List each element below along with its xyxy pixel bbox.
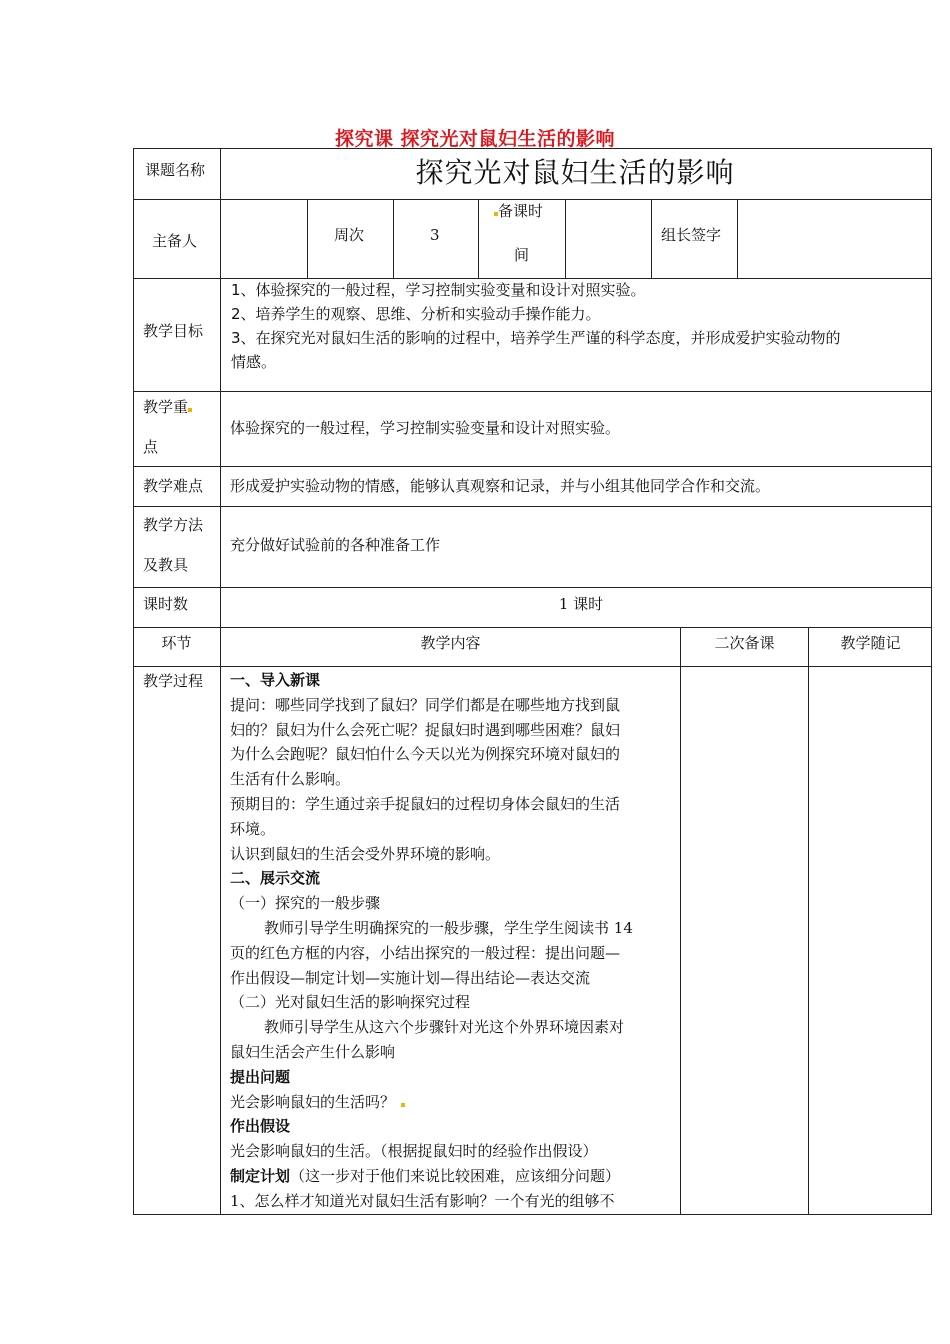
prep-time-label-line2: 间 (514, 246, 530, 264)
subsection-heading: （二）光对鼠妇生活的影响探究过程 (230, 993, 471, 1012)
topic-value: 探究光对鼠妇生活的影响 (415, 156, 735, 189)
paragraph-line: 教师引导学生从这六个步骤针对光这个外界环境因素对 (264, 1018, 625, 1037)
column-divider (220, 148, 221, 1215)
column-divider (680, 627, 681, 1215)
goal-item: 情感。 (231, 353, 277, 371)
paragraph-line: 妇的？鼠妇为什么会死亡呢？捉鼠妇时遇到哪些困难？鼠妇 (230, 720, 621, 739)
column-divider (737, 199, 738, 278)
topic-label: 课题名称 (145, 161, 206, 179)
key-points-label-line1: 教学重 (143, 398, 189, 416)
marker-dot (188, 408, 192, 412)
paragraph-line (230, 1164, 676, 1189)
process-content (230, 668, 676, 1214)
column-divider (478, 199, 479, 278)
subsection-heading: （一）探究的一般步骤 (230, 894, 381, 913)
paragraph-line: 作出假设—制定计划—实施计划—得出结论—表达交流 (230, 968, 591, 987)
row-divider (133, 666, 932, 667)
step-heading: 作出假设 (230, 1117, 291, 1136)
paragraph-line: 教师引导学生明确探究的一般步骤，学生学生阅读书 14 (264, 918, 633, 937)
row-divider (133, 506, 932, 507)
paragraph-line: 1、怎么样才知道光对鼠妇生活有影响？一个有光的组够不 (230, 1191, 615, 1210)
method-label-line1: 教学方法 (143, 516, 204, 534)
hours-label: 课时数 (143, 595, 189, 613)
goals-list (231, 278, 921, 374)
method-value: 充分做好试验前的各种准备工作 (230, 536, 441, 554)
goal-item: 2、培养学生的观察、思维、分析和实验动手操作能力。 (231, 305, 601, 323)
preparer-label: 主备人 (152, 232, 198, 250)
step-heading: 提出问题 (230, 1067, 291, 1086)
process-label: 教学过程 (143, 672, 204, 690)
row-divider (133, 199, 932, 200)
section-heading: 二、展示交流 (230, 869, 321, 888)
key-points-value: 体验探究的一般过程，学习控制实验变量和设计对照实验。 (230, 419, 621, 437)
column-divider (808, 627, 809, 1215)
column-divider (651, 199, 652, 278)
leader-sign-label: 组长签字 (661, 226, 722, 244)
row-divider (133, 466, 932, 467)
goal-item: 1、体验探究的一般过程，学习控制实验变量和设计对照实验。 (231, 281, 646, 299)
step-heading-inline: 制定计划 (230, 1166, 291, 1185)
hours-value: 1 课时 (558, 595, 604, 613)
key-points-label (143, 397, 192, 417)
week-label: 周次 (334, 226, 365, 244)
paragraph-line: 预期目的：学生通过亲手捉鼠妇的过程切身体会鼠妇的生活 (230, 794, 621, 813)
paragraph-line (230, 1090, 676, 1115)
difficulty-label: 教学难点 (143, 477, 204, 495)
header-section: 环节 (161, 634, 192, 652)
row-divider (133, 587, 932, 588)
marker-dot (401, 1103, 405, 1107)
goals-label: 教学目标 (143, 322, 204, 340)
paragraph-line: 环境。 (230, 819, 276, 838)
question-text: 光会影响鼠妇的生活吗？ (230, 1092, 396, 1111)
column-divider (307, 199, 308, 278)
key-points-label-line2: 点 (143, 438, 159, 456)
difficulty-value: 形成爱护实验动物的情感，能够认真观察和记录，并与小组其他同学合作和交流。 (230, 477, 771, 495)
column-divider (565, 199, 566, 278)
header-content: 教学内容 (420, 634, 481, 652)
prep-time-label (494, 201, 543, 221)
paragraph-line: 鼠妇生活会产生什么影响 (230, 1042, 396, 1061)
column-divider (393, 199, 394, 278)
paragraph-line: 生活有什么影响。 (230, 770, 351, 789)
paragraph-line: 光会影响鼠妇的生活。（根据捉鼠妇时的经验作出假设） (230, 1142, 598, 1161)
section-heading: 一、导入新课 (230, 671, 321, 689)
paragraph-line: 为什么会跑呢？鼠妇怕什么今天以光为例探究环境对鼠妇的 (230, 745, 621, 764)
row-divider (133, 391, 932, 392)
header-second-prep: 二次备课 (714, 634, 775, 652)
paragraph-line: 页的红色方框的内容，小结出探究的一般过程：提出问题— (230, 943, 621, 962)
header-notes: 教学随记 (840, 634, 901, 652)
document-title: 探究课 探究光对鼠妇生活的影响 (334, 128, 616, 150)
method-label-line2: 及教具 (143, 556, 189, 574)
goal-item: 3、在探究光对鼠妇生活的影响的过程中，培养学生严谨的科学态度，并形成爱护实验动物的 (231, 329, 841, 347)
row-divider (133, 627, 932, 628)
prep-time-label-line1: 备课时 (498, 202, 544, 220)
step-note: （这一步对于他们来说比较困难，应该细分问题） (290, 1166, 621, 1185)
paragraph-line: 提问：哪些同学找到了鼠妇？同学们都是在哪些地方找到鼠 (230, 695, 621, 714)
paragraph-line: 认识到鼠妇的生活会受外界环境的影响。 (230, 844, 501, 863)
week-value: 3 (430, 226, 440, 244)
